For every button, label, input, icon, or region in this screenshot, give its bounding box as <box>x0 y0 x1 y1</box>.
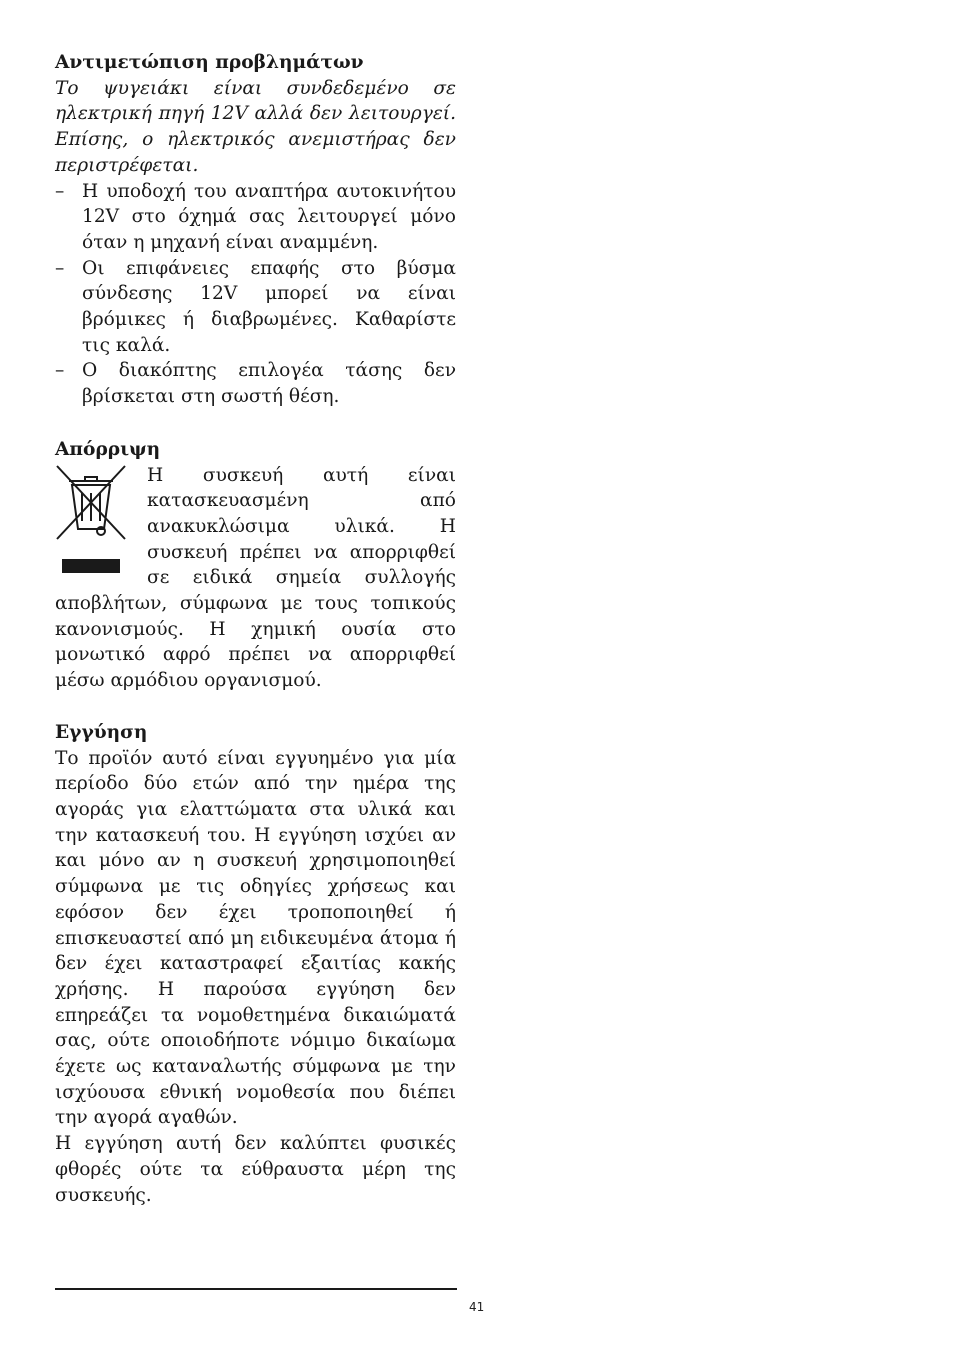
bullet-text: Ο διακόπτης επιλογέα τάσης δεν βρίσκεται στη σωστή θέση. <box>82 360 456 408</box>
warranty-section <box>55 720 456 1208</box>
disposal-text: Η συσκευή αυτή είναι κατασκευασμένη από ανακυκλώσιμα υλικά. Η συσκευή πρέπει να απορριφθεί σε ειδικά σημεία συλλογής αποβλήτων, σύμφωνα με τους τοπικούς κανονισμούς. Η χημική ουσία στο μονωτικό αφρό πρέπει να απορριφθεί μέσω αρμόδιου οργανισμού. <box>55 464 456 692</box>
bullet-dash: – <box>55 257 65 279</box>
list-item <box>55 256 456 359</box>
disposal-heading: Απόρριψη <box>55 438 161 460</box>
disposal-section <box>55 437 456 694</box>
bullet-text: Η υποδοχή του αναπτήρα αυτοκινήτου 12V στο όχημά σας λειτουργεί μόνο όταν η μηχανή είναι αναμμένη. <box>82 180 456 253</box>
bullet-dash: – <box>55 360 65 382</box>
troubleshooting-heading: Αντιμετώπιση προβλημάτων <box>55 52 364 73</box>
troubleshooting-problem: Το ψυγειάκι είναι συνδεδεμένο σε ηλεκτρική πηγή 12V αλλά δεν λειτουργεί. Επίσης, ο ηλεκτρικός ανεμιστήρας δεν περιστρέφεται. <box>55 77 456 176</box>
troubleshooting-list <box>55 179 456 410</box>
list-item <box>55 179 456 256</box>
warranty-paragraph-1: Το προϊόν αυτό είναι εγγυημένο για μία περίοδο δύο ετών από την ημέρα της αγοράς για ελαττώματα στα υλικά και την κατασκευή του. Η εγγύηση ισχύει αν και μόνο αν η συσκευή χρησιμοποιηθεί σύμφωνα με τις οδηγίες χρήσεως και εφόσον δεν έχει τροποποιηθεί ή επισκευαστεί από μη ειδικευμένα άτομα ή δεν έχει καταστραφεί εξαιτίας κακής χρήσης. Η παρούσα εγγύηση δεν επηρεάζει τα νομοθετημένα δικαιώματά σας, ούτε οποιοδήποτε νόμιμο δικαίωμα έχετε ως καταναλωτής σύμφωνα με την ισχύουσα εθνική νομοθεσία που διέπει την αγορά αγαθών. <box>55 747 456 1129</box>
bullet-text: Οι επιφάνειες επαφής στο βύσμα σύνδεσης 12V μπορεί να είναι βρόμικες ή διαβρωμένες. Καθαρίστε τις καλά. <box>82 257 456 356</box>
list-item <box>55 358 456 409</box>
weee-crossed-bin-icon <box>55 463 133 575</box>
bullet-dash: – <box>55 180 65 202</box>
warranty-heading: Εγγύηση <box>55 721 148 743</box>
page-number: 41 <box>469 1300 485 1314</box>
footer-rule <box>55 1288 457 1290</box>
warranty-paragraph-2: Η εγγύηση αυτή δεν καλύπτει φυσικές φθορές ούτε τα εύθραυστα μέρη της συσκευής. <box>55 1133 456 1206</box>
document-column <box>55 50 456 1208</box>
